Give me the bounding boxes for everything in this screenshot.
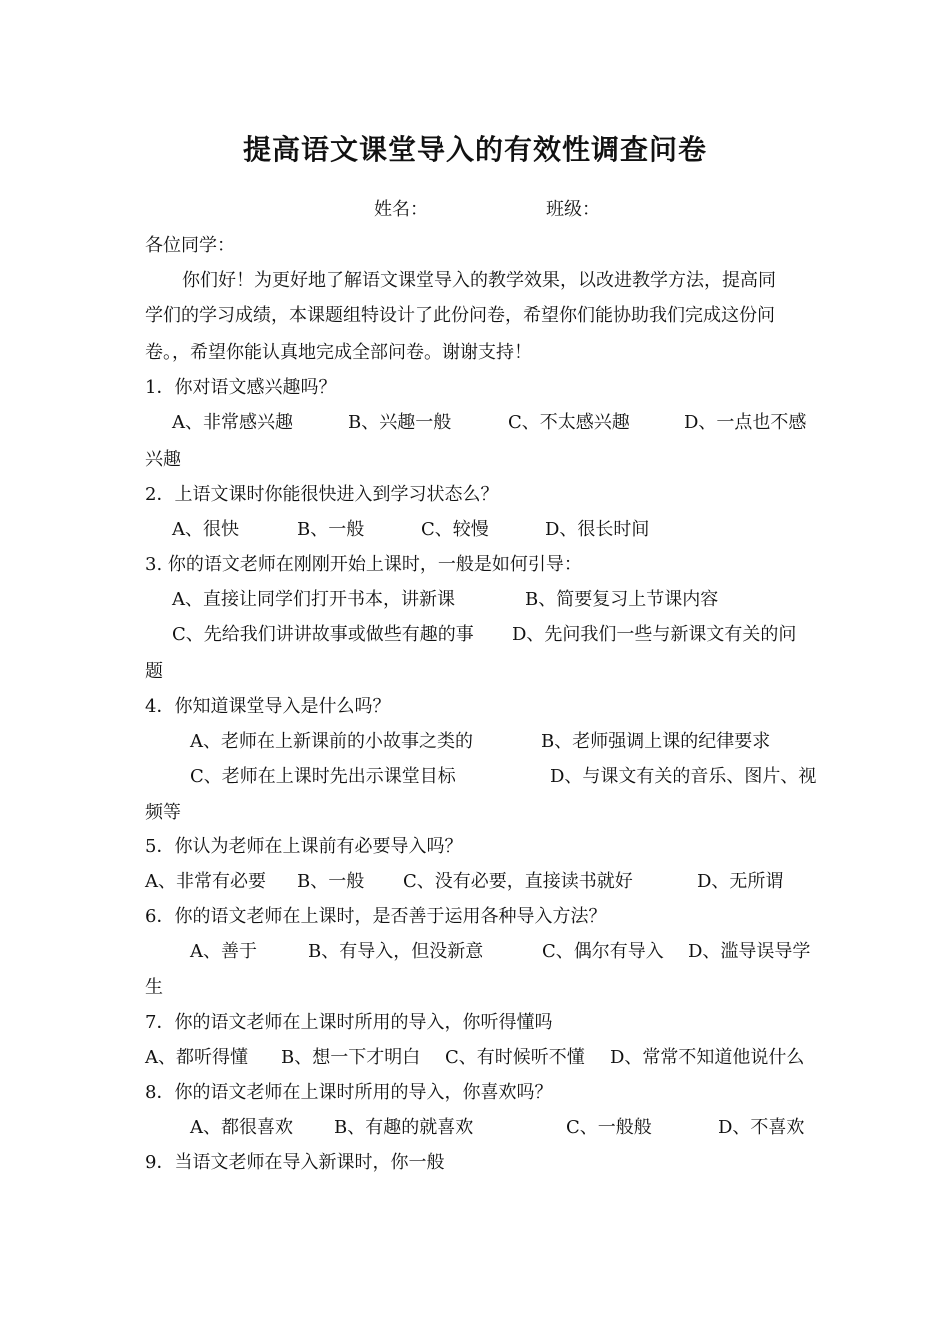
option-d: D、常常不知道他说什么 [610,1047,805,1068]
option-d: D、一点也不感 [684,412,807,433]
question-text: 3. 你的语文老师在刚刚开始上课时，一般是如何引导： [145,554,582,575]
option-a: A、都很喜欢 [190,1117,293,1138]
option-b: B、一般 [297,519,365,540]
option-c: C、有时候听不懂 [445,1047,585,1068]
option-a: A、非常有必要 [145,871,266,892]
option-wrap: 频等 [145,802,181,823]
option-c: C、不太感兴趣 [508,412,630,433]
intro-line: 你们好！为更好地了解语文课堂导入的教学效果，以改进教学方法，提高同 [182,270,776,291]
option-c: C、老师在上课时先出示课堂目标 [190,766,456,787]
name-field-label: 姓名： [374,199,428,220]
option-c: C、偶尔有导入 [542,941,664,962]
intro-line: 卷。，希望你能认真地完成全部问卷。谢谢支持！ [145,342,532,363]
option-c: C、一般般 [566,1117,652,1138]
option-wrap: 题 [145,661,163,682]
question-text: 7．你的语文老师在上课时所用的导入，你听得懂吗 [145,1012,553,1033]
option-a: A、老师在上新课前的小故事之类的 [190,731,473,752]
question-text: 6．你的语文老师在上课时，是否善于运用各种导入方法？ [145,906,607,927]
question-text: 1．你对语文感兴趣吗？ [145,377,337,398]
option-a: A、直接让同学们打开书本，讲新课 [172,589,455,610]
question-text: 9．当语文老师在导入新课时，你一般 [145,1152,445,1173]
question-text: 4．你知道课堂导入是什么吗？ [145,696,391,717]
option-d: D、无所谓 [697,871,784,892]
option-d: D、与课文有关的音乐、图片、视 [550,766,817,787]
option-c: C、没有必要，直接读书就好 [403,871,633,892]
question-text: 2．上语文课时你能很快进入到学习状态么？ [145,484,499,505]
option-b: B、有导入，但没新意 [308,941,484,962]
intro-line: 学们的学习成绩，本课题组特设计了此份问卷，希望你们能协助我们完成这份问 [145,305,775,326]
option-a: A、都听得懂 [145,1047,248,1068]
option-wrap: 兴趣 [145,449,181,470]
option-c: C、先给我们讲讲故事或做些有趣的事 [172,624,474,645]
page-title: 提高语文课堂导入的有效性调查问卷 [242,133,707,166]
option-a: A、善于 [190,941,257,962]
greeting: 各位同学： [145,235,235,256]
option-d: D、先问我们一些与新课文有关的问 [512,624,797,645]
option-b: B、想一下才明白 [281,1047,421,1068]
option-b: B、一般 [297,871,365,892]
option-b: B、兴趣一般 [348,412,452,433]
question-text: 5．你认为老师在上课前有必要导入吗？ [145,836,463,857]
option-b: B、老师强调上课的纪律要求 [541,731,771,752]
option-d: D、滥导误导学 [688,941,811,962]
option-a: A、非常感兴趣 [172,412,293,433]
option-b: B、简要复习上节课内容 [525,589,719,610]
question-text: 8．你的语文老师在上课时所用的导入，你喜欢吗？ [145,1082,553,1103]
class-field-label: 班级： [546,199,600,220]
option-a: A、很快 [172,519,239,540]
option-c: C、较慢 [421,519,489,540]
option-d: D、很长时间 [545,519,650,540]
option-b: B、有趣的就喜欢 [334,1117,474,1138]
option-d: D、不喜欢 [718,1117,805,1138]
option-wrap: 生 [145,977,163,998]
